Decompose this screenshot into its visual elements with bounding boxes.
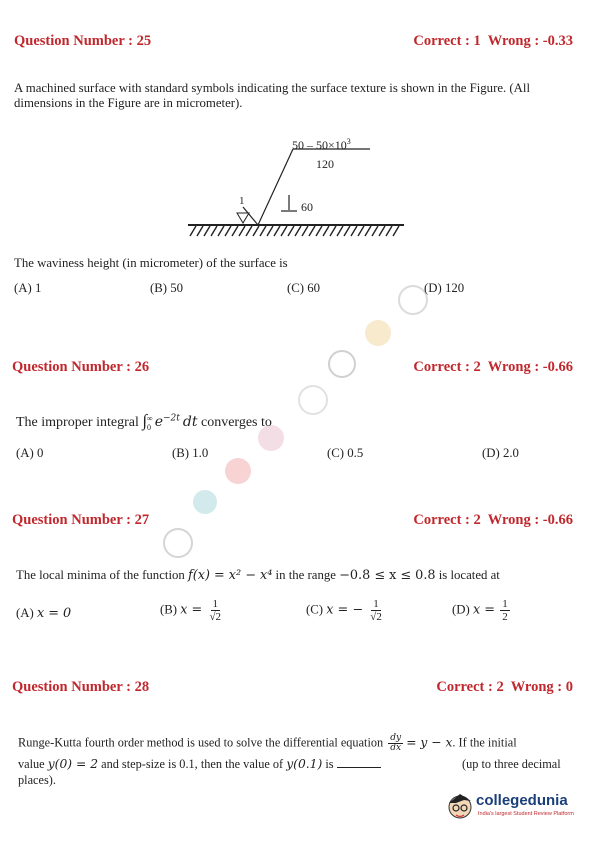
ground-hatching <box>190 226 399 236</box>
q27-range: −0.8 ≤ x ≤ 0.8 <box>339 568 436 583</box>
q26-option-c[interactable]: (C) 0.5 <box>327 446 364 460</box>
q26-marks: Correct : 2 Wrong : -0.66 <box>413 359 573 375</box>
fig-lay-value: 60 <box>301 200 313 214</box>
q28-deq-num: dy <box>390 733 402 743</box>
q27-text-mid: in the range <box>272 568 340 582</box>
q26-question <box>16 411 272 432</box>
triangle-marker-icon <box>237 213 249 223</box>
mascot-icon <box>444 790 476 822</box>
q26-text-prefix: The improper integral <box>16 415 143 430</box>
symbol-long-leg <box>258 149 293 225</box>
q27-opt-c-fraction <box>368 598 384 623</box>
q27-opt-b-num: 1 <box>212 598 218 610</box>
q28-header: Question Number : 28 <box>12 679 150 695</box>
q26-option-d[interactable]: (D) 2.0 <box>482 446 519 460</box>
q27-opt-d-num: 1 <box>502 598 508 610</box>
q28-target: y(0.1) <box>286 757 323 771</box>
q27-option-a[interactable] <box>16 606 71 621</box>
q26-option-a[interactable]: (A) 0 <box>16 446 44 460</box>
q27-opt-d-fraction <box>500 598 510 623</box>
q27-option-c[interactable] <box>306 598 384 623</box>
q28-line2-mid: and step-size is 0.1, then the value of <box>98 757 287 771</box>
watermark-emblem-icon <box>365 320 391 346</box>
q25-option-c[interactable]: (C) 60 <box>287 281 321 295</box>
q25-sub-question: The waviness height (in micrometer) of the surface is <box>14 256 288 270</box>
integral-limits <box>147 414 153 432</box>
fig-top-exp: 3 <box>346 137 351 146</box>
q28-line1-tail: . If the initial <box>452 735 517 750</box>
watermark-gear-icon <box>328 350 356 378</box>
fig-top-label: 50 – 50×10 <box>292 138 347 152</box>
q26-option-b[interactable]: (B) 1.0 <box>172 446 209 460</box>
watermark-wheel-icon <box>298 385 328 415</box>
fig-mid-label: 120 <box>316 157 334 171</box>
q26-text-suffix: converges to <box>197 415 272 430</box>
q27-opt-c-den: √2 <box>370 611 382 623</box>
q28-deq-rhs: = y − x <box>406 735 453 750</box>
q28-marks: Correct : 2 Wrong : 0 <box>436 679 573 695</box>
q27-question <box>16 567 500 584</box>
fig-top-label-wrap <box>292 134 351 153</box>
q27-opt-d-expr: x = <box>472 602 495 618</box>
brand-tagline: India's largest Student Review Platform <box>478 811 574 817</box>
q27-opt-c-num: 1 <box>373 598 379 610</box>
q27-header: Question Number : 27 <box>12 512 150 528</box>
q27-opt-a-label: (A) <box>16 606 34 620</box>
q27-marks: Correct : 2 Wrong : -0.66 <box>413 512 573 528</box>
q28-line2-prefix: value <box>18 757 48 771</box>
brand-name: collegedunia <box>476 792 568 809</box>
integral-lower: 0 <box>147 422 152 432</box>
q25-option-a[interactable]: (A) 1 <box>14 281 42 295</box>
q28-answer-blank[interactable] <box>337 757 381 768</box>
integral-sign: ∫ <box>142 411 148 430</box>
q27-opt-c-label: (C) <box>306 602 324 617</box>
q25-marks: Correct : 1 Wrong : -0.33 <box>413 33 573 49</box>
q28-line1-text: Runge-Kutta fourth order method is used to solve the differential equation <box>18 735 384 750</box>
q25-text-line1: A machined surface with standard symbols indicating the surface texture is shown in the Figure. (All <box>14 81 531 95</box>
q27-opt-a-expr: x = 0 <box>36 606 72 621</box>
fig-side-label: 1 <box>239 195 245 207</box>
q28-init: y(0) = 2 <box>47 757 99 771</box>
q25-header: Question Number : 25 <box>14 33 152 49</box>
q27-option-b[interactable] <box>160 598 223 623</box>
integrand: e <box>154 414 164 430</box>
q28-line2-is: is <box>322 757 334 771</box>
q27-opt-b-expr: x = <box>180 602 203 618</box>
integral-dt: dt <box>182 414 198 430</box>
q28-deq-fraction <box>388 734 403 753</box>
q28-line2-tail: (up to three decimal <box>462 757 561 771</box>
watermark-red-seal-icon <box>225 458 251 484</box>
q27-text-prefix: The local minima of the function <box>16 568 188 582</box>
q25-text-line2: dimensions in the Figure are in micrometer). <box>14 96 243 110</box>
watermark-seal-icon <box>398 285 428 315</box>
q26-header: Question Number : 26 <box>12 359 150 375</box>
q27-opt-b-label: (B) <box>160 602 178 617</box>
q27-opt-b-den: √2 <box>209 611 222 623</box>
q28-line3: places). <box>18 773 56 787</box>
q28-deq-den: dx <box>390 743 402 753</box>
watermark-dark-seal-icon <box>163 528 193 558</box>
q28-line2 <box>18 756 381 772</box>
symbol-short-leg <box>243 207 258 225</box>
watermark-teal-seal-icon <box>193 490 217 514</box>
collegedunia-logo <box>444 790 574 824</box>
q27-opt-d-den: 2 <box>502 611 508 623</box>
q27-opt-d-label: (D) <box>452 602 470 617</box>
q25-option-b[interactable]: (B) 50 <box>150 281 184 295</box>
q27-text-suffix: is located at <box>435 568 500 582</box>
integral-upper: ∞ <box>147 413 153 423</box>
integrand-exponent: −2t <box>163 413 180 424</box>
q27-opt-b-fraction <box>207 598 223 623</box>
q28-line1 <box>18 734 517 753</box>
q27-opt-c-expr: x = − <box>326 602 364 618</box>
q25-option-d[interactable]: (D) 120 <box>424 281 465 295</box>
q27-function: f(x) = x² − x⁴ <box>188 568 273 583</box>
q27-option-d[interactable] <box>452 598 510 623</box>
